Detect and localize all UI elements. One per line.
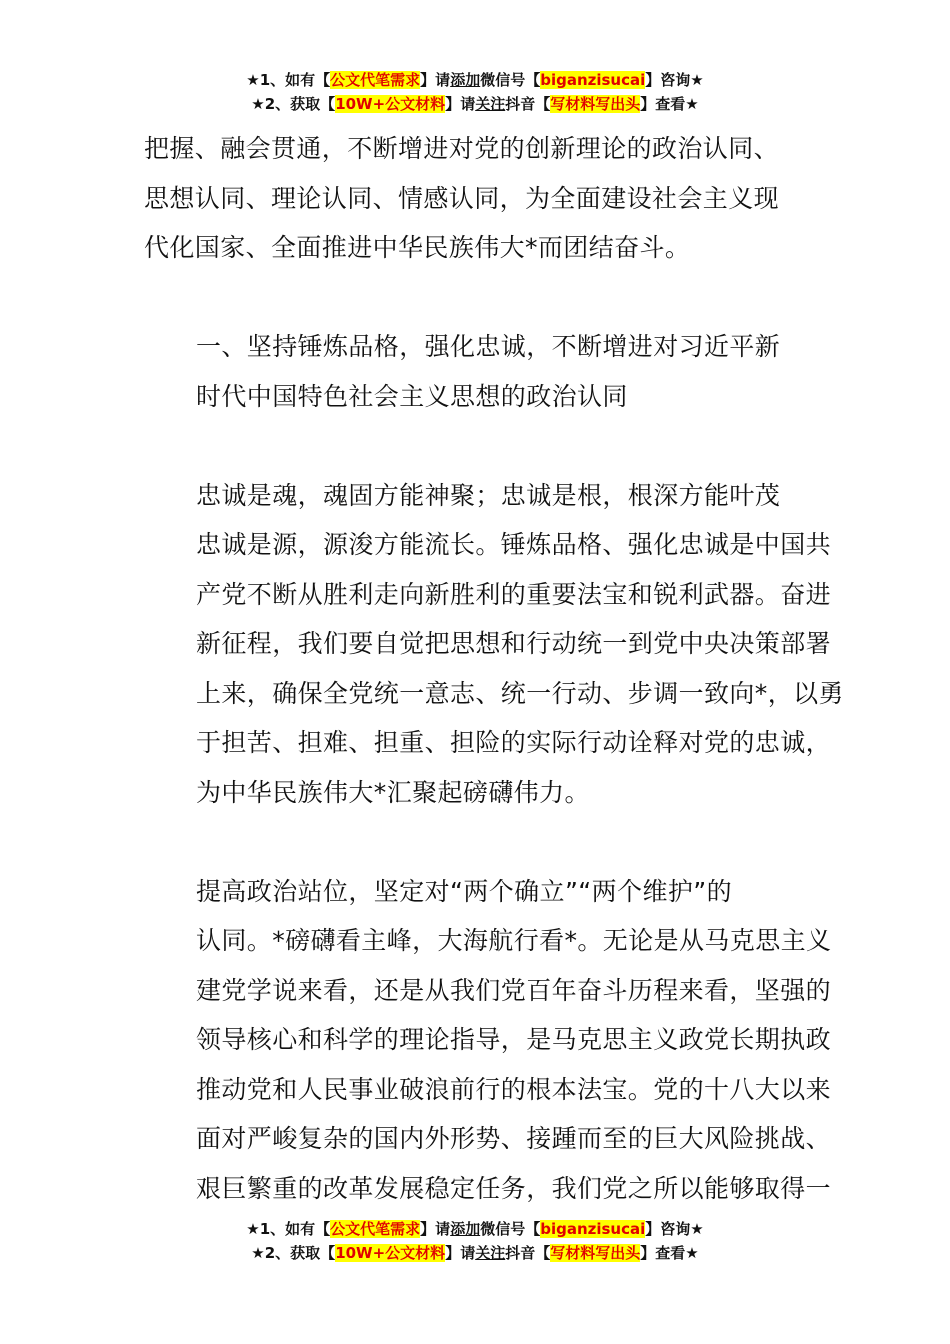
paragraph-political-stance: 提高政治站位，坚定对“两个确立”“两个维护”的 认同。*磅礴看主峰，大海航行看*。无论是从马克思主义 建党学说来看，还是从我们党百年奋斗历程来看，坚强的 领导核心和科学的理论指导，是马克思主义政党长期执政 推动党和人民事业破浪前行的根本法宝。党的十八大以来 面对严峻复杂的国内外形势、接踵而至的巨大风险挑战、 艰巨繁重的改革发展稳定任务，我们党之所以能够取得一 [196,876,832,1203]
highlight-wechat-id: biganzisucai [540,71,646,89]
header-promo-banner [0,68,950,116]
promo-line-2: ★2、获取【10W+公文材料】请关注抖音【写材料写出头】查看★ [251,1244,699,1262]
paragraph-intro: 把握、融会贯通，不断增进对党的创新理论的政治认同、 思想认同、理论认同、情感认同，为全面建设社会主义现 代化国家、全面推进中华民族伟大*而团结奋斗。 [144,134,780,262]
highlight-wechat-id: biganzisucai [540,1220,646,1238]
highlight-douyin-account: 写材料写出头 [550,1244,641,1262]
promo-line-1: ★1、如有【公文代笔需求】请添加微信号【biganzisucai】咨询★ [246,1220,704,1238]
document-body [144,124,844,1213]
section-heading-1: 一、坚持锤炼品格，强化忠诚，不断增进对习近平新 时代中国特色社会主义思想的政治认同 [196,332,781,411]
promo-line-2: ★2、获取【10W+公文材料】请关注抖音【写材料写出头】查看★ [251,95,699,113]
paragraph-loyalty: 忠诚是魂，魂固方能神聚；忠诚是根，根深方能叶茂 忠诚是源，源浚方能流长。锤炼品格、强化忠诚是中国共 产党不断从胜利走向新胜利的重要法宝和锐利武器。奋进 新征程，我们要自觉把思想和行动统一到党中央决策部署 上来，确保全党统一意志、统一行动、步调一致向*，以勇 于担苦、担难、担重、担险的实际行动诠释对党的忠诚， 为中华民族伟大*汇聚起磅礴伟力。 [196,480,844,807]
footer-promo-banner [0,1217,950,1265]
highlight-ghostwriting-request: 公文代笔需求 [330,1220,421,1238]
highlight-materials: 10W+公文材料 [335,1244,446,1262]
promo-line-1: ★1、如有【公文代笔需求】请添加微信号【biganzisucai】咨询★ [246,71,704,89]
highlight-ghostwriting-request: 公文代笔需求 [330,71,421,89]
highlight-douyin-account: 写材料写出头 [550,95,641,113]
highlight-materials: 10W+公文材料 [335,95,446,113]
